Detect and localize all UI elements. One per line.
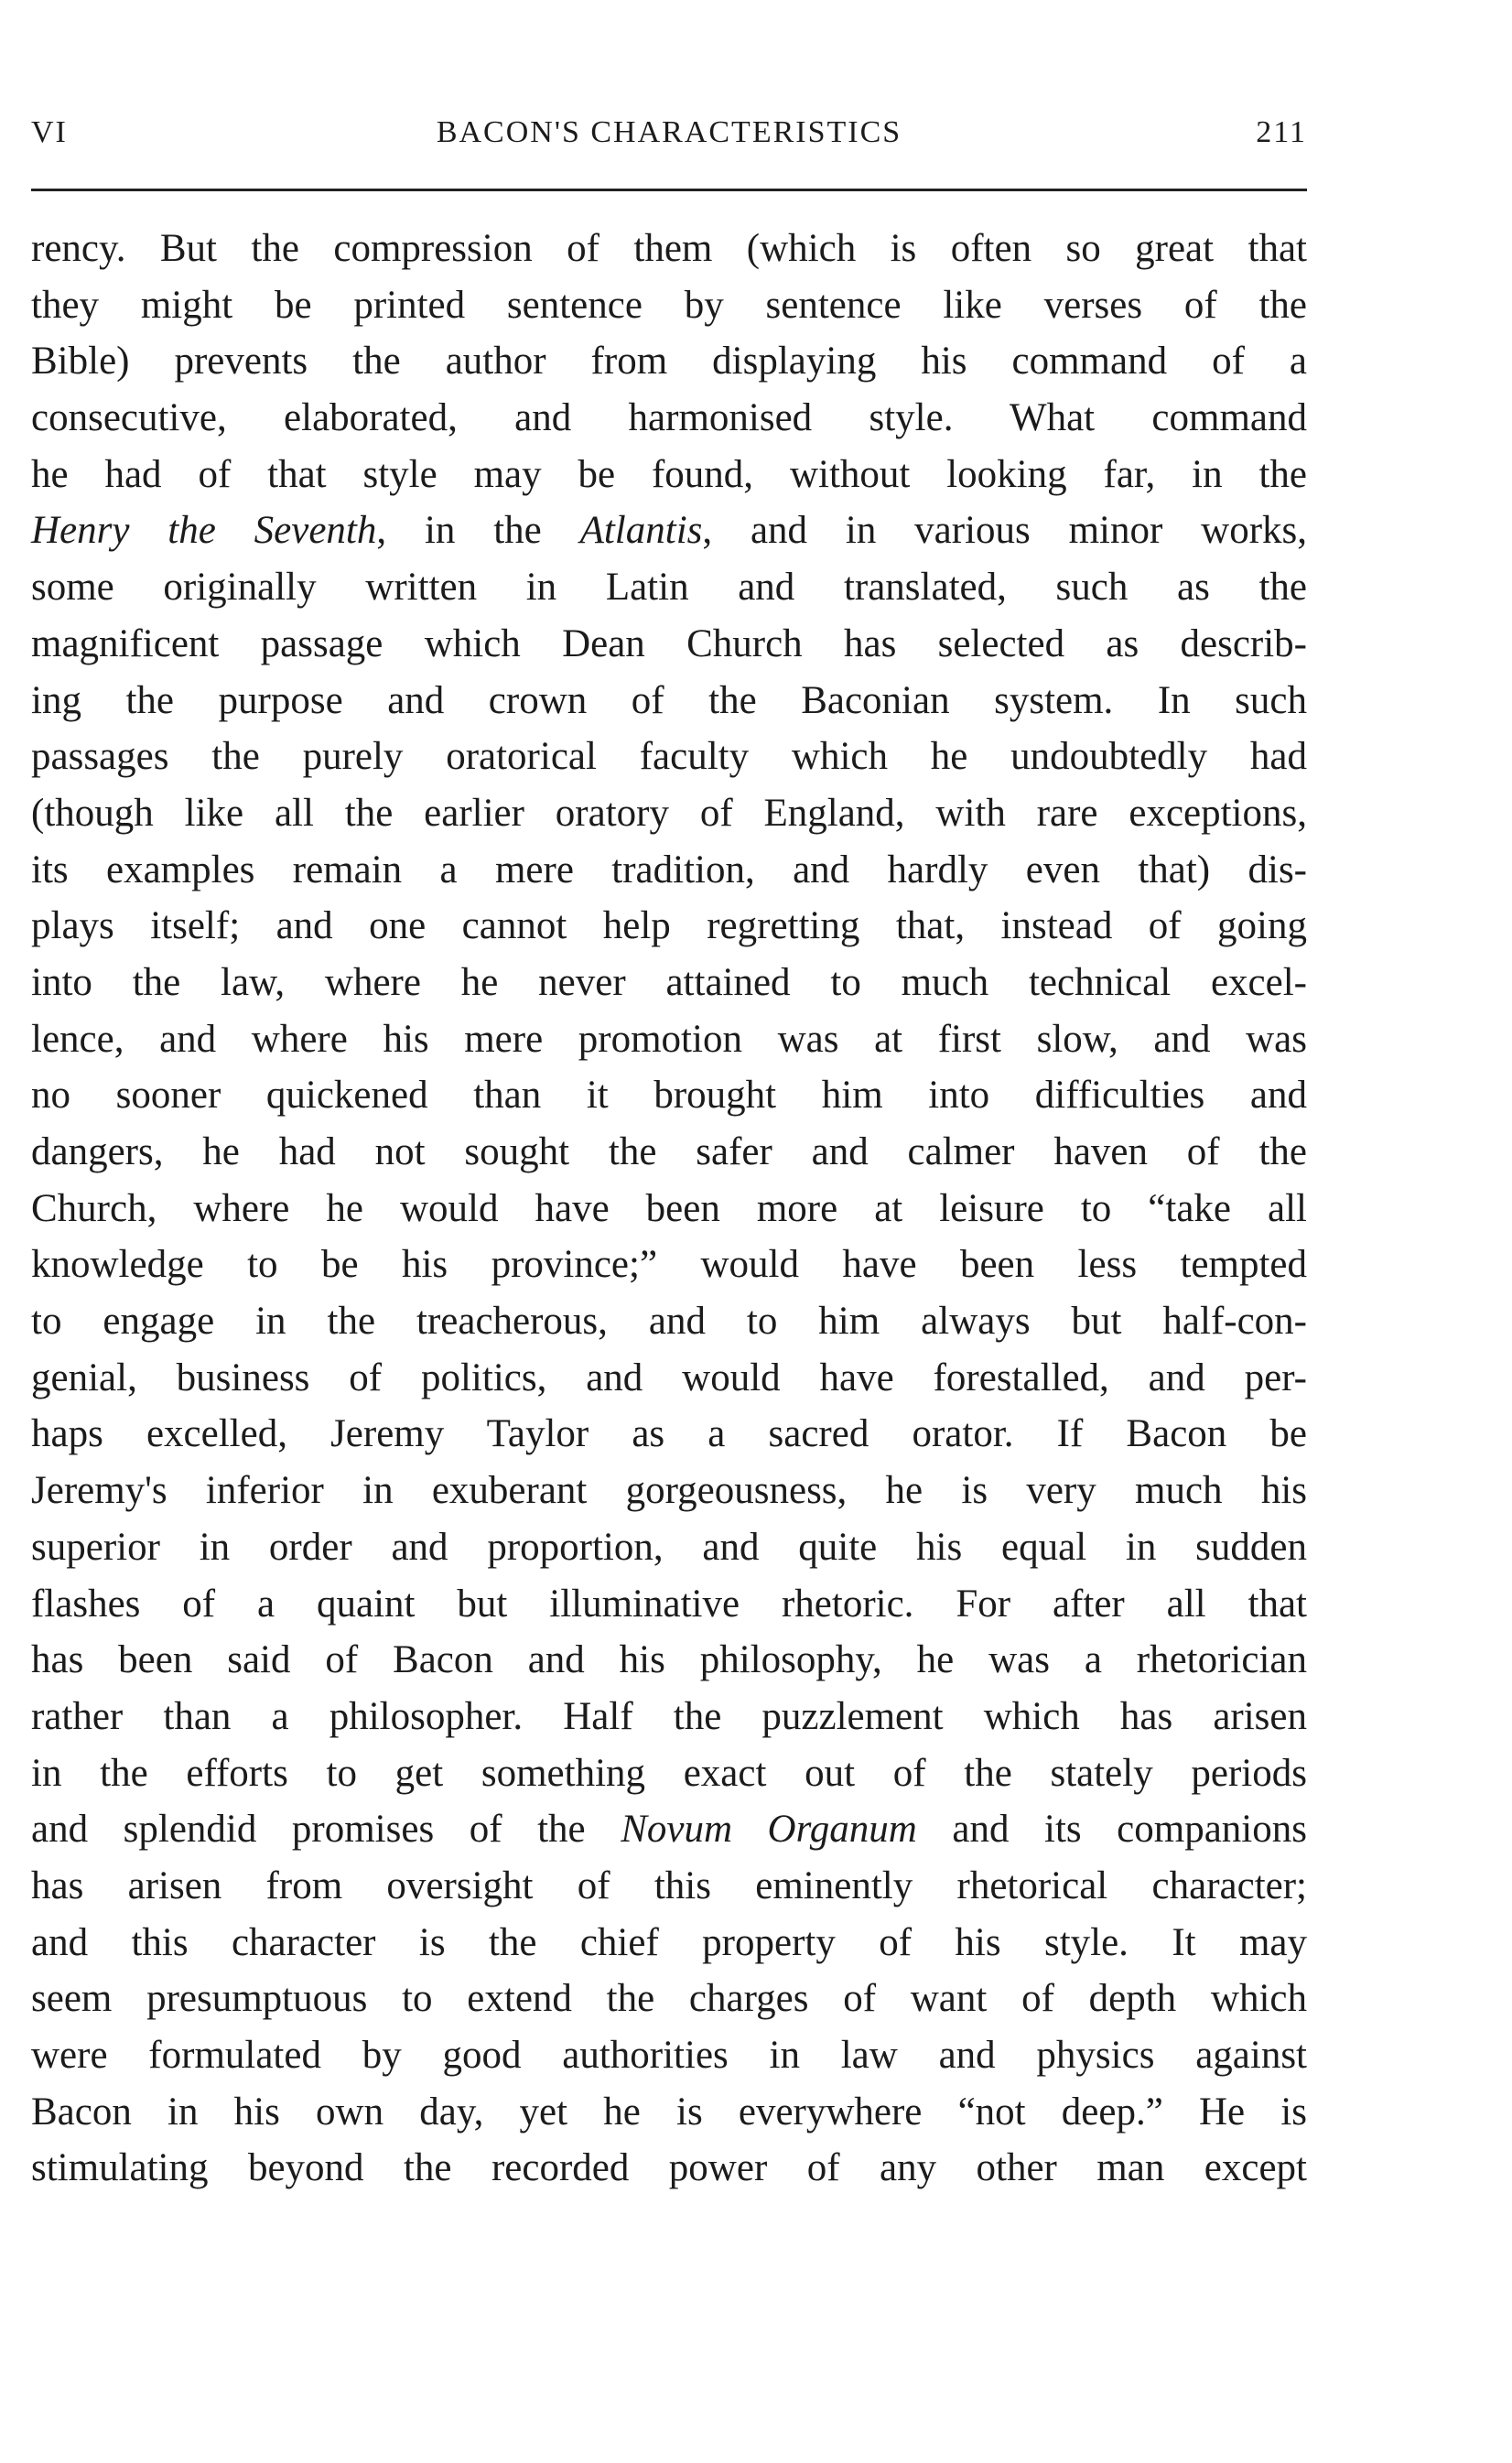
text-line-content bbox=[31, 616, 1307, 673]
text-segment: they might be printed sentence by sentence like verses of the bbox=[31, 283, 1307, 327]
text-line-content bbox=[31, 2027, 1307, 2084]
text-line bbox=[31, 2027, 1307, 2084]
text-line-content bbox=[31, 1067, 1307, 1124]
text-line bbox=[31, 842, 1307, 899]
text-line-content bbox=[31, 1915, 1307, 1971]
text-line bbox=[31, 898, 1307, 955]
text-line bbox=[31, 1237, 1307, 1293]
text-line bbox=[31, 785, 1307, 842]
text-line bbox=[31, 1745, 1307, 1802]
text-segment: has arisen from oversight of this eminently rhetorical character; bbox=[31, 1863, 1307, 1907]
text-line bbox=[31, 1350, 1307, 1407]
text-segment: superior in order and proportion, and quite his equal in sudden bbox=[31, 1525, 1307, 1569]
running-title: BACON'S CHARACTERISTICS bbox=[436, 115, 902, 149]
text-line-content bbox=[31, 1519, 1307, 1576]
text-segment: genial, business of politics, and would have forestalled, and per- bbox=[31, 1356, 1307, 1399]
text-line-content bbox=[31, 1124, 1307, 1181]
text-segment: plays itself; and one cannot help regretting that, instead of going bbox=[31, 904, 1307, 948]
text-segment: has been said of Bacon and his philosophy, he was a rhetorician bbox=[31, 1638, 1307, 1682]
text-segment: (though like all the earlier oratory of England, with rare exceptions, bbox=[31, 791, 1307, 835]
text-line-content bbox=[31, 955, 1307, 1011]
text-segment: Bible) prevents the author from displaying his command of a bbox=[31, 340, 1307, 383]
text-line bbox=[31, 1011, 1307, 1068]
text-line-content bbox=[31, 1406, 1307, 1463]
text-line-content bbox=[31, 898, 1307, 955]
text-segment: and this character is the chief property of his style. It may bbox=[31, 1920, 1307, 1964]
text-line-content bbox=[31, 1858, 1307, 1915]
text-line bbox=[31, 2084, 1307, 2141]
text-line-content bbox=[31, 842, 1307, 899]
text-line bbox=[31, 1801, 1307, 1858]
text-line bbox=[31, 1915, 1307, 1971]
text-line-content bbox=[31, 729, 1307, 785]
text-line-content bbox=[31, 2084, 1307, 2141]
text-segment: knowledge to be his province;” would have been less tempted bbox=[31, 1243, 1307, 1287]
text-segment: consecutive, elaborated, and harmonised style. What command bbox=[31, 396, 1307, 440]
text-segment: its examples remain a mere tradition, and hardly even that) dis- bbox=[31, 848, 1307, 891]
text-line bbox=[31, 1067, 1307, 1124]
text-segment: rency. But the compression of them (which is often so great that bbox=[31, 227, 1307, 270]
text-segment: , in the bbox=[376, 509, 580, 553]
text-segment: were formulated by good authorities in law and physics against bbox=[31, 2034, 1307, 2077]
text-line bbox=[31, 729, 1307, 785]
text-line bbox=[31, 333, 1307, 390]
text-line bbox=[31, 2140, 1307, 2197]
text-line-content bbox=[31, 1350, 1307, 1407]
text-line bbox=[31, 221, 1307, 277]
text-segment: he had of that style may be found, without looking far, in the bbox=[31, 452, 1307, 496]
text-line-content bbox=[31, 333, 1307, 390]
text-line-content bbox=[31, 673, 1307, 729]
text-segment: in the efforts to get something exact out of the stately periods bbox=[31, 1751, 1307, 1795]
text-segment: lence, and where his mere promotion was at first slow, and was bbox=[31, 1017, 1307, 1061]
text-line-content bbox=[31, 785, 1307, 842]
text-segment: no sooner quickened than it brought him into difficulties and bbox=[31, 1074, 1307, 1118]
text-segment: magnificent passage which Dean Church has selected as describ- bbox=[31, 621, 1307, 665]
text-line-content bbox=[31, 1011, 1307, 1068]
text-line bbox=[31, 1124, 1307, 1181]
text-line-content bbox=[31, 390, 1307, 447]
text-segment: haps excelled, Jeremy Taylor as a sacred orator. If Bacon be bbox=[31, 1412, 1307, 1456]
text-line bbox=[31, 1406, 1307, 1463]
text-segment: Church, where he would have been more at leisure to “take all bbox=[31, 1186, 1307, 1230]
body-text bbox=[31, 221, 1307, 2197]
text-segment: Jeremy's inferior in exuberant gorgeousness, he is very much his bbox=[31, 1469, 1307, 1513]
text-line bbox=[31, 1971, 1307, 2027]
text-line-content bbox=[31, 1181, 1307, 1237]
text-line-content bbox=[31, 2140, 1307, 2197]
text-line bbox=[31, 1293, 1307, 1350]
text-segment: and its companions bbox=[916, 1808, 1307, 1852]
text-segment: passages the purely oratorical faculty which he undoubtedly had bbox=[31, 735, 1307, 779]
text-line-content bbox=[31, 502, 1307, 559]
text-line bbox=[31, 1463, 1307, 1519]
text-line-content bbox=[31, 1632, 1307, 1689]
running-head bbox=[31, 115, 1307, 161]
text-line bbox=[31, 1689, 1307, 1745]
text-line-content bbox=[31, 1971, 1307, 2027]
text-line bbox=[31, 1519, 1307, 1576]
text-line bbox=[31, 955, 1307, 1011]
text-line-content bbox=[31, 1463, 1307, 1519]
text-segment: some originally written in Latin and translated, such as the bbox=[31, 566, 1307, 610]
text-line bbox=[31, 390, 1307, 447]
text-line bbox=[31, 1632, 1307, 1689]
text-line-content bbox=[31, 1801, 1307, 1858]
text-line-content bbox=[31, 221, 1307, 277]
text-line bbox=[31, 559, 1307, 616]
text-line bbox=[31, 1181, 1307, 1237]
text-segment: and splendid promises of the bbox=[31, 1808, 621, 1852]
italic-title: Henry the Seventh bbox=[31, 509, 377, 553]
text-segment: into the law, where he never attained to much technical excel- bbox=[31, 960, 1307, 1004]
text-line-content bbox=[31, 559, 1307, 616]
text-line bbox=[31, 616, 1307, 673]
text-segment: stimulating beyond the recorded power of any other man except bbox=[31, 2146, 1307, 2190]
text-segment: , and in various minor works, bbox=[702, 509, 1307, 553]
text-line bbox=[31, 673, 1307, 729]
text-segment: rather than a philosopher. Half the puzzlement which has arisen bbox=[31, 1694, 1307, 1738]
page-number: 211 bbox=[1256, 115, 1307, 149]
text-segment: to engage in the treacherous, and to him always but half-con- bbox=[31, 1300, 1307, 1344]
text-segment: seem presumptuous to extend the charges of want of depth which bbox=[31, 1977, 1307, 2021]
text-line bbox=[31, 1576, 1307, 1633]
header-rule bbox=[31, 189, 1307, 191]
italic-title: Atlantis bbox=[579, 509, 703, 553]
text-line-content bbox=[31, 1576, 1307, 1633]
text-line bbox=[31, 277, 1307, 334]
chapter-number: VI bbox=[31, 115, 68, 149]
text-line-content bbox=[31, 1293, 1307, 1350]
text-line-content bbox=[31, 277, 1307, 334]
text-line-content bbox=[31, 1237, 1307, 1293]
text-segment: flashes of a quaint but illuminative rhetoric. For after all that bbox=[31, 1582, 1307, 1626]
text-segment: ing the purpose and crown of the Baconian system. In such bbox=[31, 678, 1307, 722]
text-line bbox=[31, 447, 1307, 503]
text-line-content bbox=[31, 1689, 1307, 1745]
text-line-content bbox=[31, 1745, 1307, 1802]
text-line-content bbox=[31, 447, 1307, 503]
text-line bbox=[31, 1858, 1307, 1915]
text-line bbox=[31, 502, 1307, 559]
text-segment: Bacon in his own day, yet he is everywhere “not deep.” He is bbox=[31, 2090, 1307, 2134]
text-segment: dangers, he had not sought the safer and calmer haven of the bbox=[31, 1130, 1307, 1173]
italic-title: Novum Organum bbox=[621, 1808, 917, 1852]
